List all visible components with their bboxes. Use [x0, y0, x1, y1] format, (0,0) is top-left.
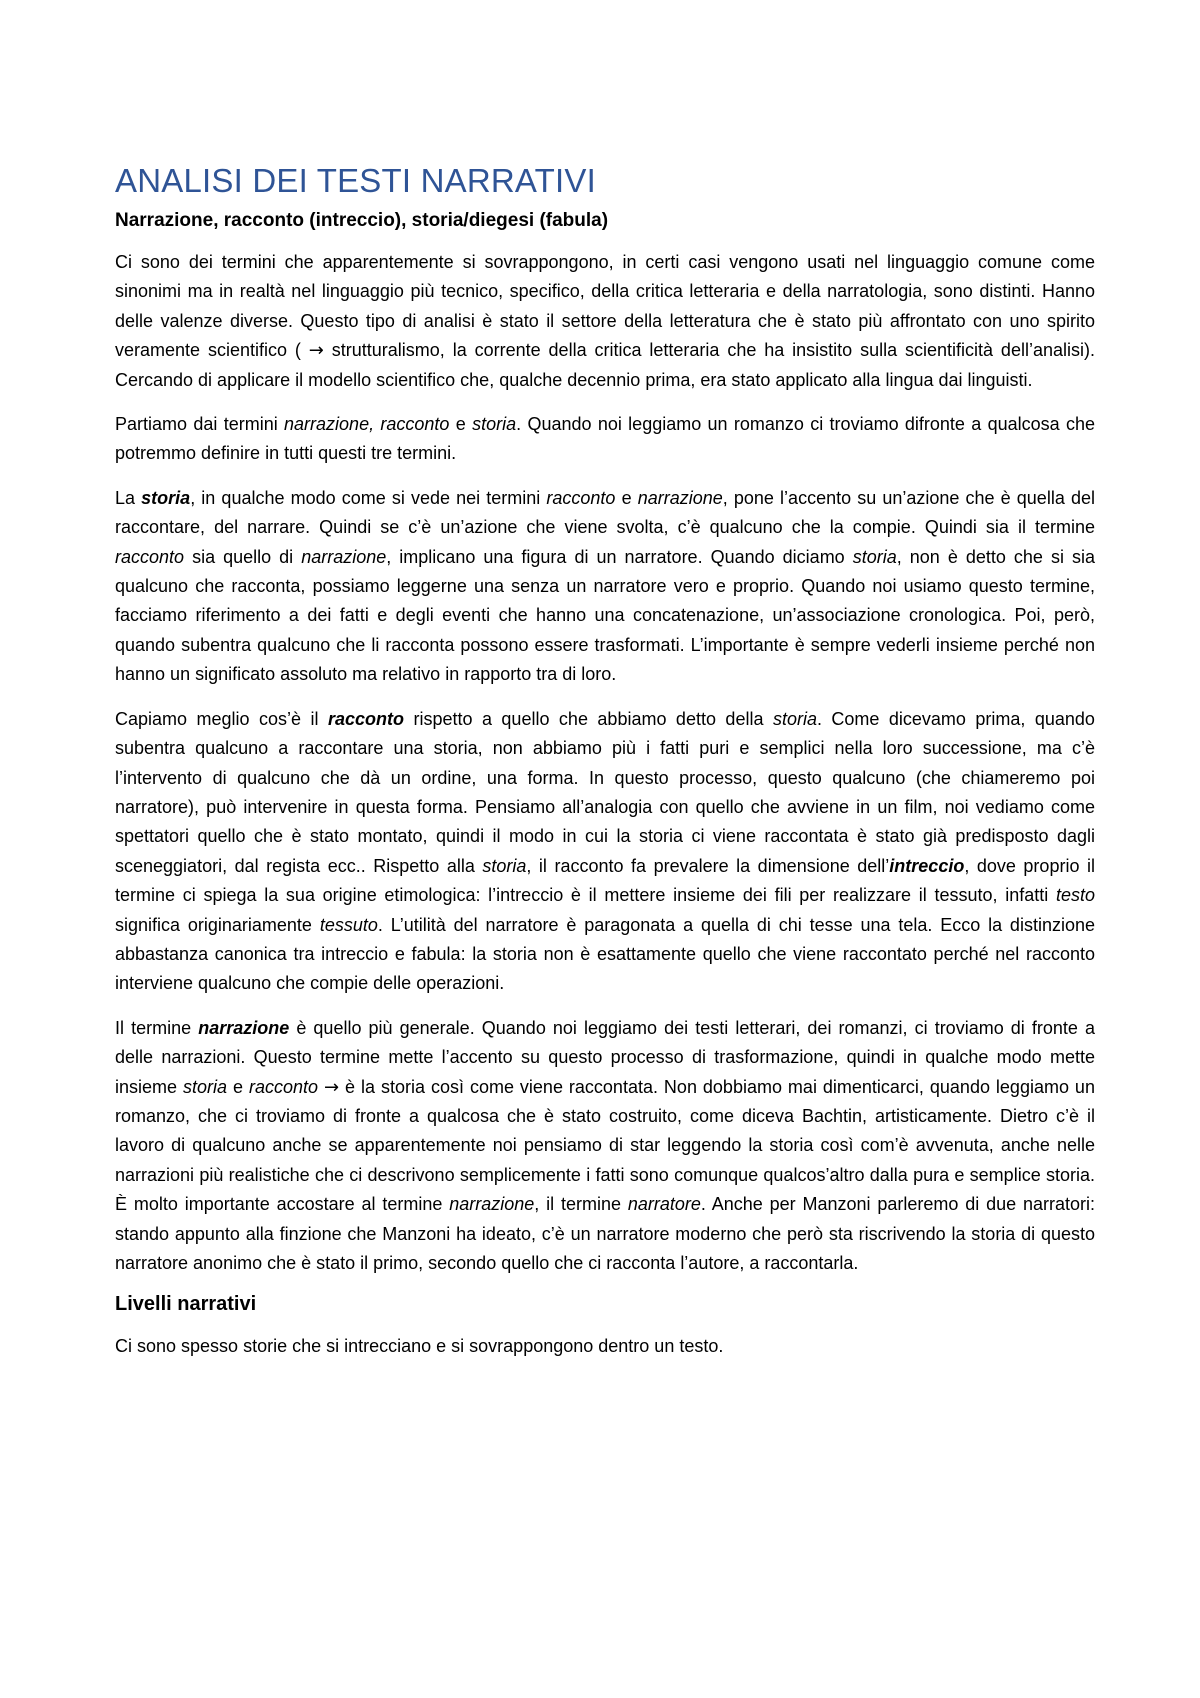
p4-text-f: significa originariamente: [115, 914, 312, 935]
p1-text-a: Ci sono dei termini che apparentemente si sovrappongono, in certi casi vengono usati nel linguaggio comune come sinonimi ma in realtà nel linguaggio più tecnico, specifico, della critica letteraria e della narratologia, sono distinti. Hanno delle valenze diverse. Questo tipo di analisi è stato il settore della letteratura che è stato più affrontato con uno spirito veramente scientifico (: [115, 252, 1095, 361]
p2-text-b: e: [455, 414, 466, 435]
paragraph-4: [115, 705, 1095, 999]
p3-text-b: , in qualche modo come si vede nei termini: [190, 487, 541, 508]
section-heading-livelli: Livelli narrativi: [115, 1293, 257, 1316]
paragraph-2: [115, 410, 1095, 469]
section-subtitle: Narrazione, racconto (intreccio), storia/diegesi (fabula): [115, 210, 609, 231]
p5-italic-4: narratore: [627, 1194, 701, 1215]
p4-text-b: rispetto a quello che abbiamo detto della: [413, 708, 764, 729]
arrow-icon: →: [323, 1076, 340, 1098]
p5-italic-1: storia: [183, 1076, 228, 1097]
p3-text-d: , pone l’accento su un’azione che è quella del raccontare, del narrare. Quindi se c’è un’azione che viene svolta, c’è qualcuno che la compie. Quindi sia il termine: [115, 487, 1095, 538]
p3-italic-3: racconto: [115, 546, 185, 567]
p1-text-b: strutturalismo, la corrente della critica letteraria che ha insistito sulla scientificità dell’analisi). Cercando di applicare il modello scientifico che, qualche decennio prima, era stato applicato alla lingua dai linguisti.: [115, 340, 1095, 390]
p3-text-g: , non è detto che si sia qualcuno che racconta, possiamo leggerne una senza un narratore vero e proprio. Quando noi usiamo questo termine, facciamo riferimento a dei fatti e degli eventi che hanno una concatenazione, un’associazione cronologica. Poi, però, quando subentra qualcuno che li racconta possono essere trasformati. L’importante è sempre vederli insieme perché non hanno un significato assoluto ma relativo in rapporto tra di loro.: [115, 546, 1095, 685]
p5-text-a: Il termine: [115, 1017, 192, 1038]
p5-text-c: e: [232, 1076, 243, 1097]
p3-italic-2: narrazione: [637, 487, 723, 508]
p5-bold-italic-1: narrazione: [198, 1017, 290, 1038]
p2-text-a: Partiamo dai termini: [115, 414, 278, 435]
document-title: ANALISI DEI TESTI NARRATIVI: [115, 162, 596, 199]
p5-italic-3: narrazione: [449, 1194, 535, 1215]
paragraph-1: [115, 248, 1095, 395]
p4-bold-italic-2: intreccio: [889, 855, 965, 876]
p4-italic-4: tessuto: [319, 914, 378, 935]
p3-text-e: sia quello di: [192, 546, 294, 567]
p5-text-f: . Anche per Manzoni parleremo di due narratori: stando appunto alla finzione che Manzoni ha ideato, c’è un narratore moderno che però sta riscrivendo la storia di questo narratore anonimo che è stato il primo, secondo quello che ci racconta l’autore, a raccontarla.: [115, 1194, 1095, 1273]
p4-text-d: , il racconto fa prevalere la dimensione dell’: [526, 855, 890, 876]
p2-italic-1: narrazione, racconto: [284, 414, 450, 435]
p5-text-d: è la storia così come viene raccontata. Non dobbiamo mai dimenticarci, quando leggiamo un romanzo, che ci troviamo di fronte a qualcosa che è stato costruito, come diceva Bachtin, artisticamente. Dietro c’è il lavoro di qualcuno anche se apparentemente noi pensiamo di star leggendo la storia così com’è avvenuta, anche nelle narrazioni più realistiche che ci descrivono semplicemente i fatti sono comunque qualcos’altro dalla pura e semplice storia. È molto importante accostare al termine: [115, 1076, 1095, 1215]
p3-text-c: e: [621, 487, 632, 508]
paragraph-5: [115, 1014, 1095, 1279]
p2-text-c: . Quando noi leggiamo un romanzo ci troviamo difronte a qualcosa che potremmo definire in tutti questi tre termini.: [115, 414, 1095, 464]
p3-italic-5: storia: [852, 546, 897, 567]
p3-italic-4: narrazione: [301, 546, 387, 567]
p4-italic-2: storia: [482, 855, 527, 876]
p5-italic-2: racconto: [248, 1076, 319, 1097]
p2-italic-2: storia: [472, 414, 517, 435]
p3-bold-italic-1: storia: [141, 487, 191, 508]
p4-text-e: , dove proprio il termine ci spiega la sua origine etimologica: l’intreccio è il mettere insieme dei fili per realizzare il tessuto, infatti: [115, 855, 1095, 906]
p5-text-e: , il termine: [534, 1194, 621, 1215]
p4-text-a: Capiamo meglio cos’è il: [115, 708, 319, 729]
p3-text-f: , implicano una figura di un narratore. Quando diciamo: [386, 546, 845, 567]
p4-italic-1: storia: [772, 708, 817, 729]
p4-italic-3: testo: [1055, 885, 1095, 906]
p4-bold-italic-1: racconto: [327, 708, 404, 729]
arrow-icon: →: [308, 340, 324, 362]
p5-text-b: è quello più generale. Quando noi leggiamo dei testi letterari, dei romanzi, ci troviamo di fronte a delle narrazioni. Questo termine mette l’accento su questo processo di trasformazione, quindi in qualche modo mette insieme: [115, 1017, 1095, 1097]
paragraph-6: Ci sono spesso storie che si intrecciano e si sovrappongono dentro un testo.: [115, 1336, 724, 1357]
p3-text-a: La: [115, 487, 136, 508]
p4-text-c: . Come dicevamo prima, quando subentra qualcuno a raccontare una storia, non abbiamo più i fatti puri e semplici nella loro successione, ma c’è l’intervento di qualcuno che dà un ordine, una forma. In questo processo, questo qualcuno (che chiameremo poi narratore), può intervenire in questa forma. Pensiamo all’analogia con quello che avviene in un film, noi vediamo come spettatori quello che è stato montato, quindi il modo in cui la storia ci viene raccontata è stato già predisposto dagli sceneggiatori, dal regista ecc.. Rispetto alla: [115, 708, 1095, 876]
document-page: [115, 162, 1095, 1377]
p4-text-g: . L’utilità del narratore è paragonata a quella di chi tesse una tela. Ecco la distinzione abbastanza canonica tra intreccio e fabula: la storia non è esattamente quello che viene raccontato perché nel racconto interviene qualcuno che compie delle operazioni.: [115, 914, 1095, 994]
paragraph-3: [115, 484, 1095, 690]
p3-italic-1: racconto: [546, 487, 616, 508]
